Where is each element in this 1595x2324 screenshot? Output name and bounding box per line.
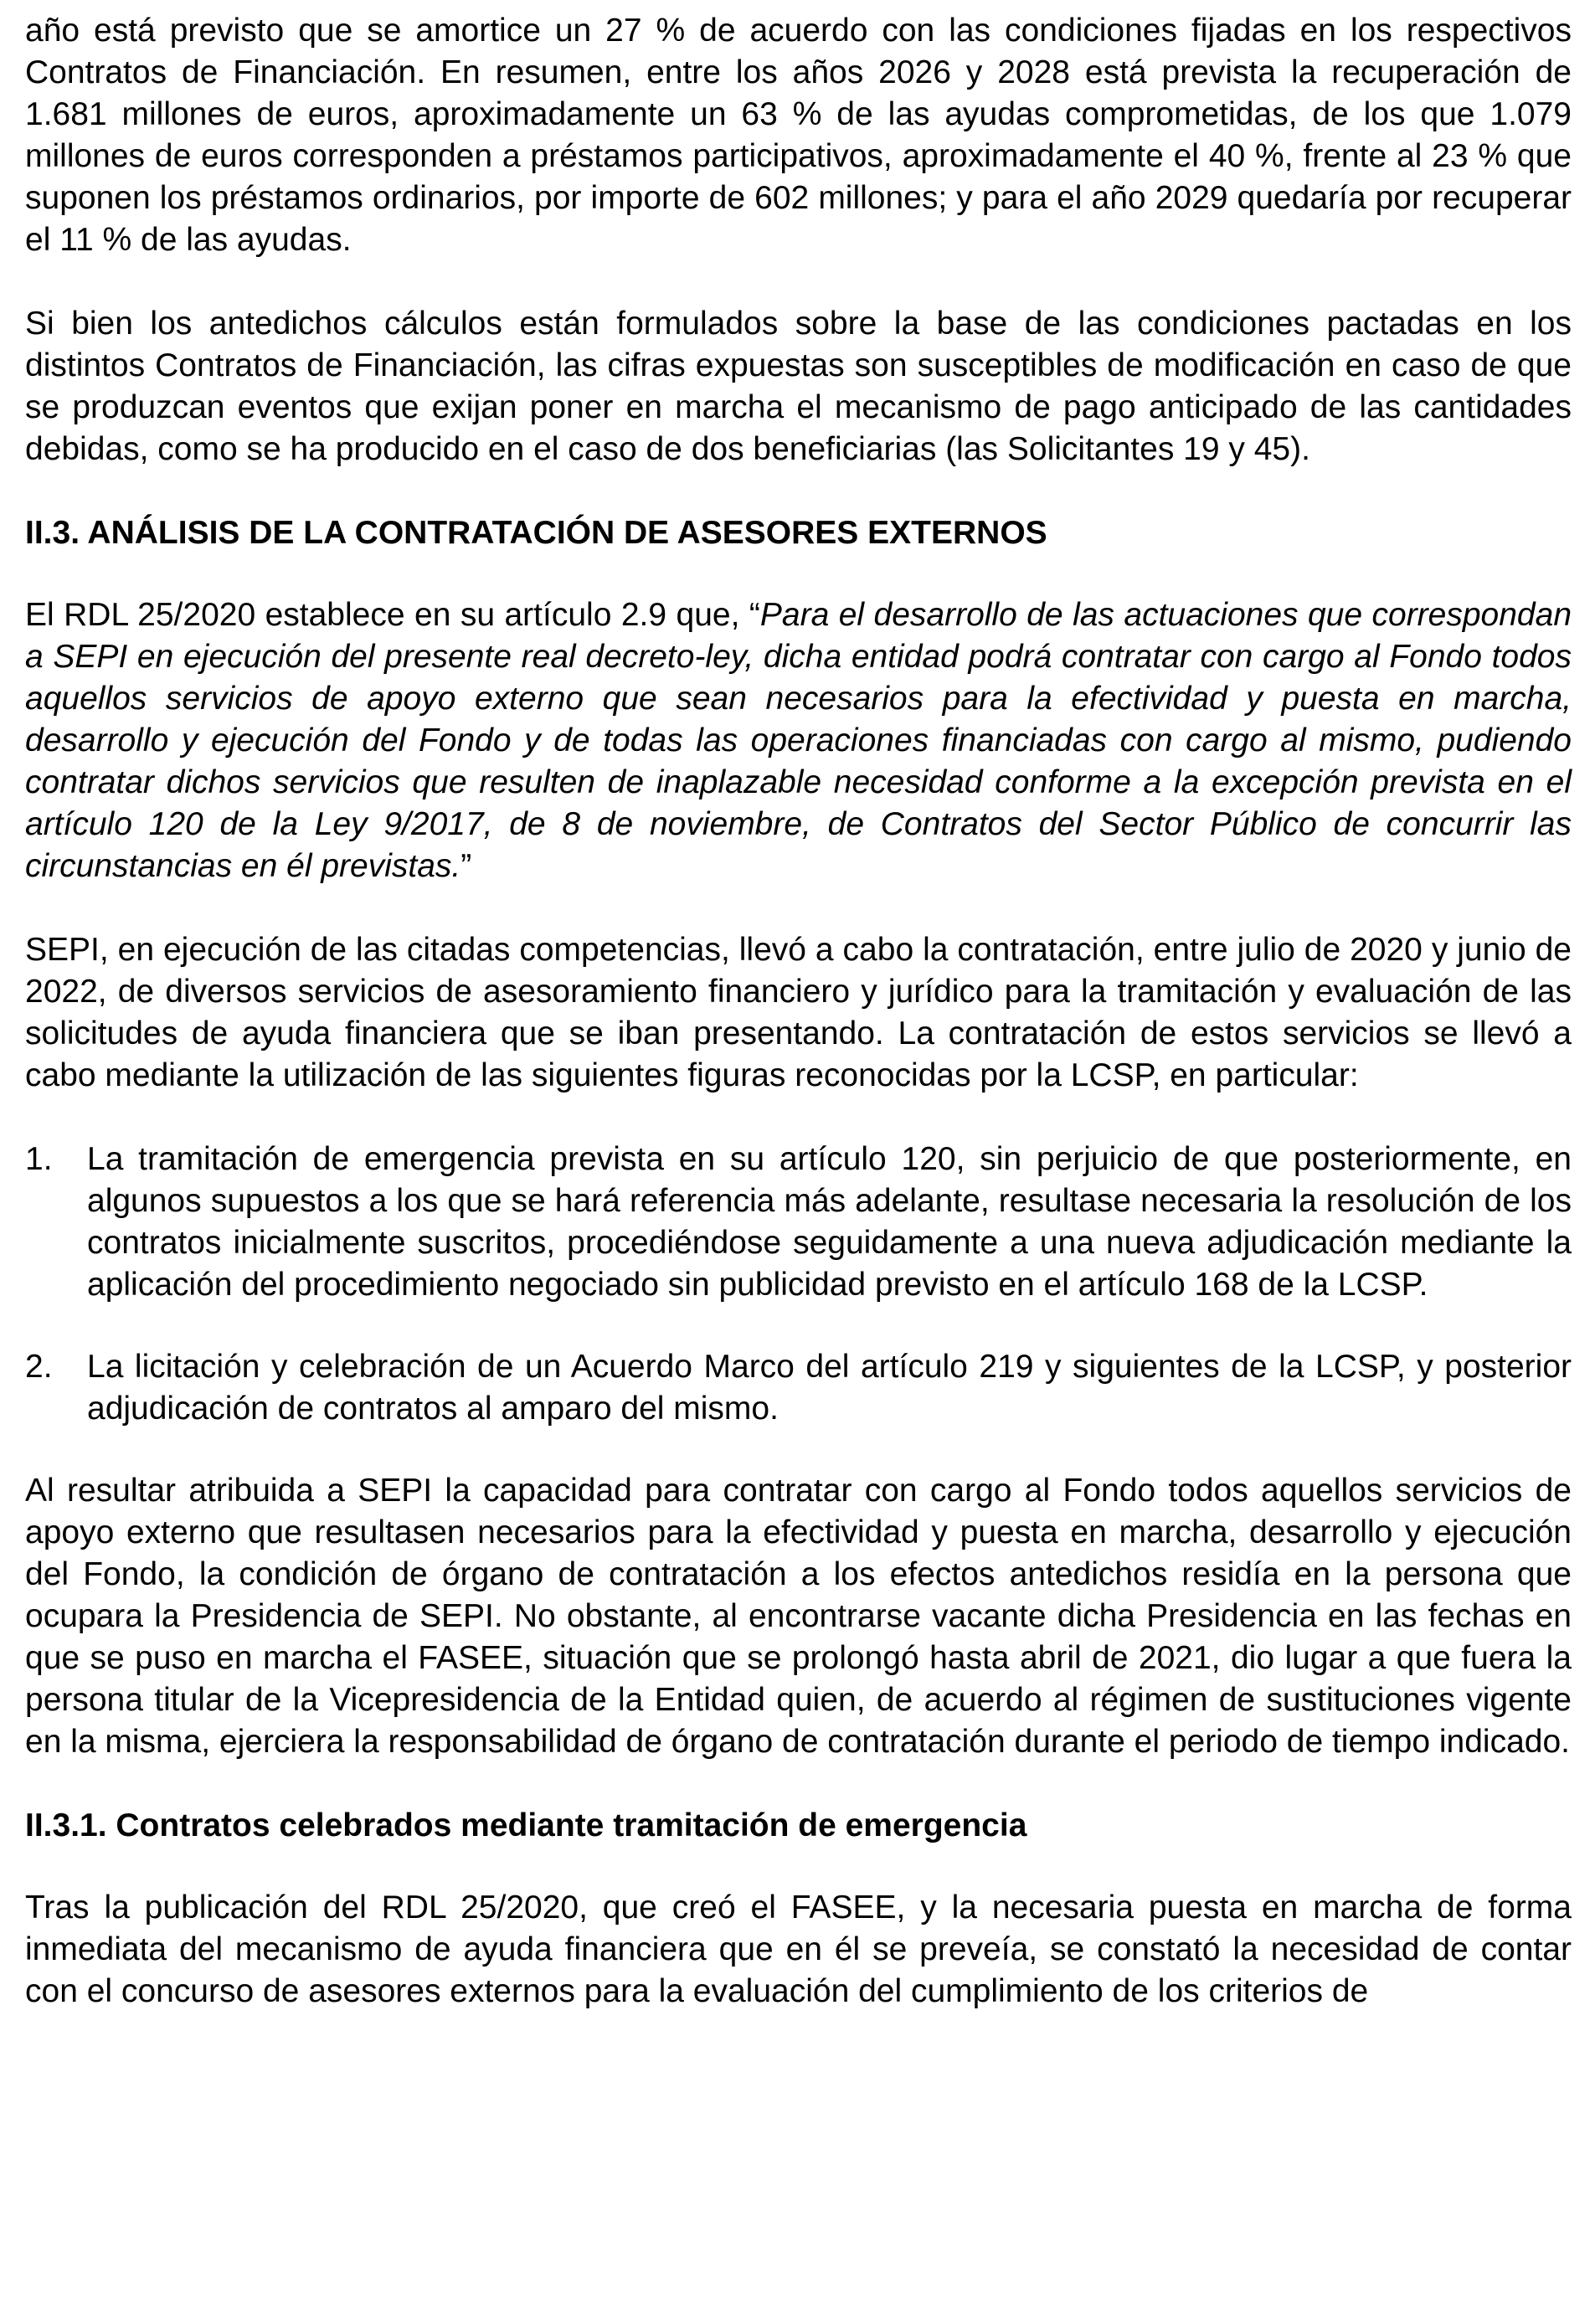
- list-item-number: 1.: [25, 1141, 53, 1177]
- list-item: [25, 1139, 1572, 1306]
- paragraph-recovery-schedule: año está previsto que se amortice un 27 % de acuerdo con las condiciones fijadas en los respectivos Contratos de Financiación. En resumen, entre los años 2026 y 2028 está prevista la recuperación de 1.681 millones de euros, aproximadamente un 63 % de las ayudas comprometidas, de los que 1.079 millones de euros corresponden a préstamos participativos, aproximadamente el 40 %, frente al 23 % que suponen los préstamos ordinarios, por importe de 602 millones; y para el año 2029 quedaría por recuperar el 11 % de las ayudas.: [25, 13, 1572, 258]
- ordered-list: [25, 1139, 1572, 1430]
- paragraph-organo-contratacion: Al resultar atribuida a SEPI la capacidad para contratar con cargo al Fondo todos aquellos servicios de apoyo externo que resultasen necesarios para la efectividad y puesta en marcha, desarrollo y ejecución del Fondo, la condición de órgano de contratación a los efectos antedichos residía en la persona que ocupara la Presidencia de SEPI. No obstante, al encontrarse vacante dicha Presidencia en las fechas en que se puso en marcha el FASEE, situación que se prolongó hasta abril de 2021, dio lugar a que fuera la persona titular de la Vicepresidencia de la Entidad quien, de acuerdo al régimen de sustituciones vigente en la misma, ejerciera la responsabilidad de órgano de contratación durante el periodo de tiempo indicado.: [25, 1473, 1572, 1760]
- paragraph-tras-publicacion: Tras la publicación del RDL 25/2020, que creó el FASEE, y la necesaria puesta en marcha de forma inmediata del mecanismo de ayuda financiera que en él se preveía, se constató la necesidad de contar con el concurso de asesores externos para la evaluación del cumplimiento de los criterios de: [25, 1890, 1572, 2009]
- subsection-heading-contratos-emergencia: II.3.1. Contratos celebrados mediante tramitación de emergencia: [25, 1807, 1027, 1843]
- paragraph-modification-caveat: Si bien los antedichos cálculos están formulados sobre la base de las condiciones pactadas en los distintos Contratos de Financiación, las cifras expuestas son susceptibles de modificación en caso de que se produzcan eventos que exijan poner en marcha el mecanismo de pago anticipado de las cantidades debidas, como se ha producido en el caso de dos beneficiarias (las Solicitantes 19 y 45).: [25, 306, 1572, 467]
- quote-intro-text: El RDL 25/2020 establece en su artículo 2.9 que, “: [25, 597, 760, 633]
- quote-closing-mark: ”: [460, 848, 472, 884]
- list-item: [25, 1346, 1572, 1430]
- section-heading-analisis-contratacion: II.3. ANÁLISIS DE LA CONTRATACIÓN DE ASESORES EXTERNOS: [25, 515, 1047, 551]
- quote-italic-text: Para el desarrollo de las actuaciones que correspondan a SEPI en ejecución del presente real decreto-ley, dicha entidad podrá contratar con cargo al Fondo todos aquellos servicios de apoyo externo que sean necesarios para la efectividad y puesta en marcha, desarrollo y ejecución del Fondo y de todas las operaciones financiadas con cargo al mismo, pudiendo contratar dichos servicios que resulten de inaplazable necesidad conforme a la excepción prevista en el artículo 120 de la Ley 9/2017, de 8 de noviembre, de Contratos del Sector Público de concurrir las circunstancias en él previstas.: [25, 597, 1572, 884]
- list-item-text: La tramitación de emergencia prevista en su artículo 120, sin perjuicio de que posteriormente, en algunos supuestos a los que se hará referencia más adelante, resultase necesaria la resolución de los contratos inicialmente suscritos, procediéndose seguidamente a una nueva adjudicación mediante la aplicación del procedimiento negociado sin publicidad previsto en el artículo 168 de la LCSP.: [87, 1141, 1572, 1303]
- list-item-number: 2.: [25, 1349, 53, 1385]
- paragraph-rdl-article-quote: [25, 594, 1572, 887]
- list-item-text: La licitación y celebración de un Acuerdo Marco del artículo 219 y siguientes de la LCSP, y posterior adjudicación de contratos al amparo del mismo.: [87, 1349, 1572, 1427]
- paragraph-sepi-contratacion: SEPI, en ejecución de las citadas competencias, llevó a cabo la contratación, entre julio de 2020 y junio de 2022, de diversos servicios de asesoramiento financiero y jurídico para la tramitación y evaluación de las solicitudes de ayuda financiera que se iban presentando. La contratación de estos servicios se llevó a cabo mediante la utilización de las siguientes figuras reconocidas por la LCSP, en particular:: [25, 932, 1572, 1093]
